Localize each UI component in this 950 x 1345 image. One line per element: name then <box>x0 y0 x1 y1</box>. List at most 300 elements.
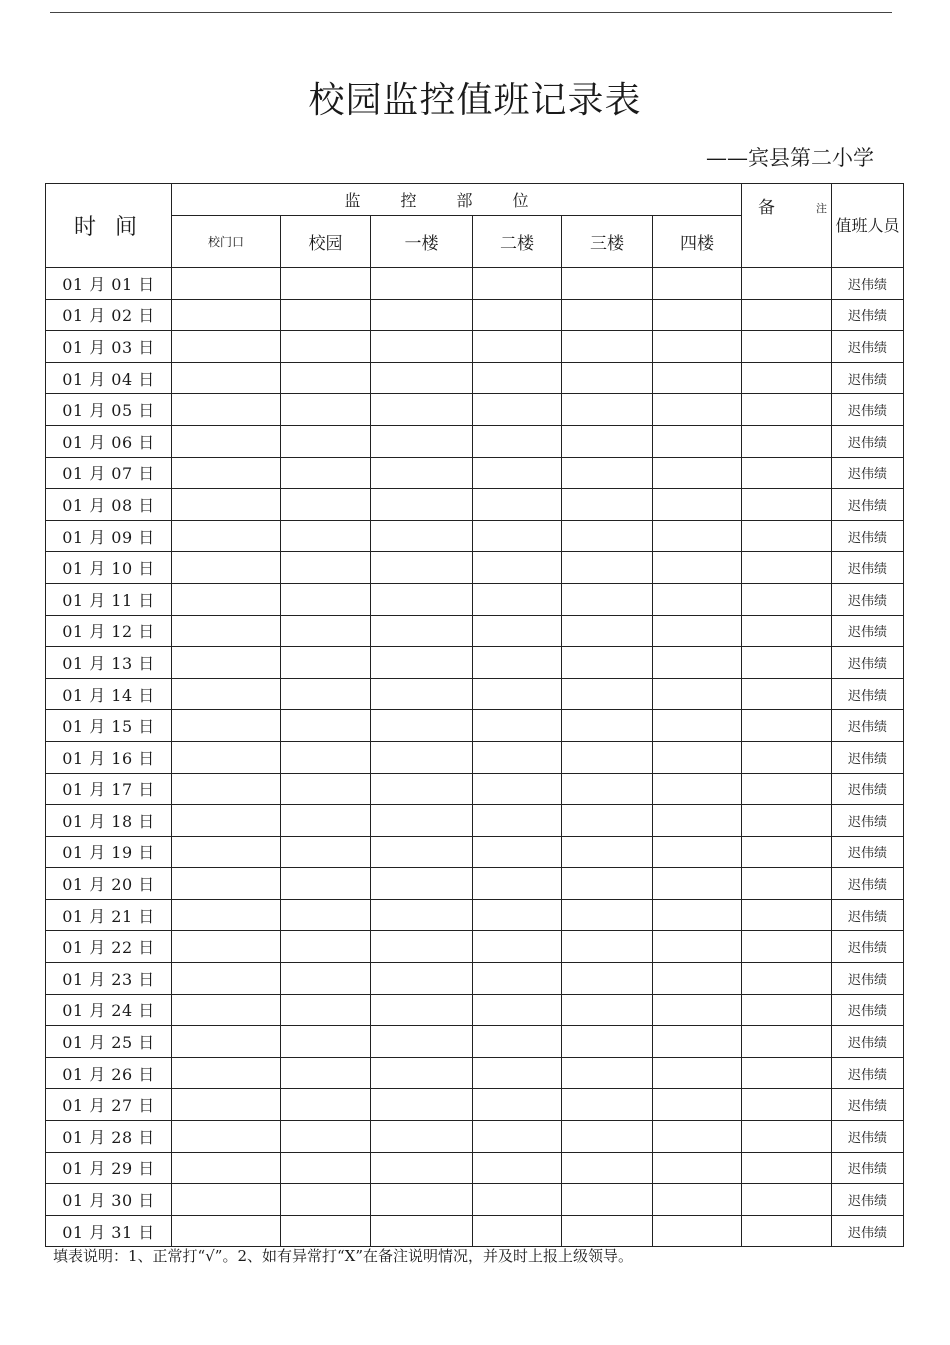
floor-1-cell[interactable] <box>371 868 473 900</box>
floor-1-cell[interactable] <box>371 1184 473 1216</box>
table-row <box>46 615 904 647</box>
duty-record-table <box>45 183 904 1247</box>
remark-cell[interactable] <box>742 394 832 426</box>
date-cell: 01 月 15 日 <box>46 710 172 742</box>
table-row <box>46 931 904 963</box>
floor-3-cell[interactable] <box>562 457 653 489</box>
table-row <box>46 520 904 552</box>
date-cell: 01 月 02 日 <box>46 299 172 331</box>
gate-cell[interactable] <box>172 773 281 805</box>
floor-1-cell[interactable] <box>371 773 473 805</box>
floor-2-cell[interactable] <box>473 1089 562 1121</box>
remark-cell[interactable] <box>742 1215 832 1247</box>
staff-cell: 迟伟绩 <box>832 868 904 900</box>
floor-2-cell[interactable] <box>473 647 562 679</box>
floor-3-cell[interactable] <box>562 1089 653 1121</box>
floor-2-cell[interactable] <box>473 615 562 647</box>
campus-cell[interactable] <box>281 362 371 394</box>
floor-3-cell[interactable] <box>562 1121 653 1153</box>
floor-4-cell[interactable] <box>653 741 742 773</box>
floor-2-cell[interactable] <box>473 963 562 995</box>
remark-cell[interactable] <box>742 268 832 300</box>
floor-3-cell[interactable] <box>562 583 653 615</box>
floor-4-cell[interactable] <box>653 710 742 742</box>
floor-3-cell[interactable] <box>562 1026 653 1058</box>
campus-cell[interactable] <box>281 741 371 773</box>
campus-cell[interactable] <box>281 1026 371 1058</box>
floor-1-cell[interactable] <box>371 457 473 489</box>
campus-cell[interactable] <box>281 710 371 742</box>
gate-cell[interactable] <box>172 741 281 773</box>
remark-cell[interactable] <box>742 741 832 773</box>
table-row <box>46 678 904 710</box>
floor-2-cell[interactable] <box>473 1057 562 1089</box>
staff-cell: 迟伟绩 <box>832 710 904 742</box>
floor-2-cell[interactable] <box>473 362 562 394</box>
date-cell: 01 月 10 日 <box>46 552 172 584</box>
campus-cell[interactable] <box>281 520 371 552</box>
remark-cell[interactable] <box>742 615 832 647</box>
floor-3-cell[interactable] <box>562 362 653 394</box>
floor-3-cell[interactable] <box>562 489 653 521</box>
gate-cell[interactable] <box>172 678 281 710</box>
date-cell: 01 月 22 日 <box>46 931 172 963</box>
floor-3-cell[interactable] <box>562 647 653 679</box>
floor-4-cell[interactable] <box>653 425 742 457</box>
staff-cell: 迟伟绩 <box>832 647 904 679</box>
table-row <box>46 362 904 394</box>
floor-1-cell[interactable] <box>371 710 473 742</box>
floor-4-cell[interactable] <box>653 489 742 521</box>
gate-cell[interactable] <box>172 583 281 615</box>
floor-4-cell[interactable] <box>653 362 742 394</box>
remark-cell[interactable] <box>742 805 832 837</box>
remark-cell[interactable] <box>742 362 832 394</box>
gate-cell[interactable] <box>172 1057 281 1089</box>
floor-4-cell[interactable] <box>653 1026 742 1058</box>
floor-3-cell[interactable] <box>562 1215 653 1247</box>
column-header-gate: 校门口 <box>172 216 281 268</box>
floor-3-cell[interactable] <box>562 931 653 963</box>
floor-4-cell[interactable] <box>653 931 742 963</box>
gate-cell[interactable] <box>172 552 281 584</box>
gate-cell[interactable] <box>172 615 281 647</box>
fill-instructions: 填表说明：1、正常打“√”。2、如有异常打“X”在备注说明情况，并及时上报上级领导。 <box>53 1247 634 1265</box>
floor-1-cell[interactable] <box>371 331 473 363</box>
floor-1-cell[interactable] <box>371 552 473 584</box>
remark-cell[interactable] <box>742 1152 832 1184</box>
campus-cell[interactable] <box>281 489 371 521</box>
staff-cell: 迟伟绩 <box>832 520 904 552</box>
table-row <box>46 868 904 900</box>
gate-cell[interactable] <box>172 299 281 331</box>
floor-4-cell[interactable] <box>653 552 742 584</box>
table-row <box>46 299 904 331</box>
floor-1-cell[interactable] <box>371 805 473 837</box>
floor-1-cell[interactable] <box>371 489 473 521</box>
date-cell: 01 月 25 日 <box>46 1026 172 1058</box>
floor-2-cell[interactable] <box>473 1215 562 1247</box>
remark-cell[interactable] <box>742 994 832 1026</box>
floor-4-cell[interactable] <box>653 394 742 426</box>
staff-cell: 迟伟绩 <box>832 552 904 584</box>
floor-1-cell[interactable] <box>371 678 473 710</box>
floor-1-cell[interactable] <box>371 520 473 552</box>
remark-cell[interactable] <box>742 489 832 521</box>
date-cell: 01 月 11 日 <box>46 583 172 615</box>
floor-3-cell[interactable] <box>562 425 653 457</box>
floor-1-cell[interactable] <box>371 268 473 300</box>
staff-cell: 迟伟绩 <box>832 963 904 995</box>
floor-3-cell[interactable] <box>562 805 653 837</box>
floor-1-cell[interactable] <box>371 425 473 457</box>
floor-2-cell[interactable] <box>473 1121 562 1153</box>
floor-4-cell[interactable] <box>653 1184 742 1216</box>
gate-cell[interactable] <box>172 425 281 457</box>
staff-cell: 迟伟绩 <box>832 836 904 868</box>
floor-1-cell[interactable] <box>371 615 473 647</box>
floor-2-cell[interactable] <box>473 268 562 300</box>
staff-cell: 迟伟绩 <box>832 1026 904 1058</box>
monitor-location-header: 监控部位 <box>172 184 742 216</box>
campus-cell[interactable] <box>281 615 371 647</box>
gate-cell[interactable] <box>172 899 281 931</box>
campus-cell[interactable] <box>281 805 371 837</box>
table-row <box>46 1121 904 1153</box>
floor-2-cell[interactable] <box>473 520 562 552</box>
floor-3-cell[interactable] <box>562 331 653 363</box>
table-row <box>46 994 904 1026</box>
remark-cell[interactable] <box>742 520 832 552</box>
floor-2-cell[interactable] <box>473 331 562 363</box>
floor-4-cell[interactable] <box>653 615 742 647</box>
table-row <box>46 963 904 995</box>
date-cell: 01 月 12 日 <box>46 615 172 647</box>
floor-1-cell[interactable] <box>371 899 473 931</box>
remark-header-char-2: 注 <box>816 202 828 215</box>
floor-3-cell[interactable] <box>562 963 653 995</box>
floor-1-cell[interactable] <box>371 647 473 679</box>
floor-3-cell[interactable] <box>562 520 653 552</box>
floor-4-cell[interactable] <box>653 520 742 552</box>
table-row <box>46 425 904 457</box>
floor-2-cell[interactable] <box>473 1184 562 1216</box>
floor-4-cell[interactable] <box>653 773 742 805</box>
remark-cell[interactable] <box>742 931 832 963</box>
remark-cell[interactable] <box>742 773 832 805</box>
remark-cell[interactable] <box>742 299 832 331</box>
floor-1-cell[interactable] <box>371 1089 473 1121</box>
page-title: 校园监控值班记录表 <box>308 80 642 121</box>
staff-cell: 迟伟绩 <box>832 1089 904 1121</box>
table-row <box>46 331 904 363</box>
date-cell: 01 月 05 日 <box>46 394 172 426</box>
floor-2-cell[interactable] <box>473 773 562 805</box>
floor-1-cell[interactable] <box>371 362 473 394</box>
floor-2-cell[interactable] <box>473 710 562 742</box>
table-row <box>46 741 904 773</box>
date-cell: 01 月 23 日 <box>46 963 172 995</box>
floor-2-cell[interactable] <box>473 1152 562 1184</box>
table-row <box>46 773 904 805</box>
floor-2-cell[interactable] <box>473 836 562 868</box>
campus-cell[interactable] <box>281 1184 371 1216</box>
campus-cell[interactable] <box>281 1215 371 1247</box>
gate-cell[interactable] <box>172 1184 281 1216</box>
column-header-floor-2: 二楼 <box>473 216 562 268</box>
floor-3-cell[interactable] <box>562 710 653 742</box>
campus-cell[interactable] <box>281 583 371 615</box>
floor-4-cell[interactable] <box>653 1057 742 1089</box>
date-cell: 01 月 06 日 <box>46 425 172 457</box>
date-cell: 01 月 20 日 <box>46 868 172 900</box>
remark-cell[interactable] <box>742 710 832 742</box>
gate-cell[interactable] <box>172 1121 281 1153</box>
remark-cell[interactable] <box>742 1026 832 1058</box>
campus-cell[interactable] <box>281 331 371 363</box>
floor-4-cell[interactable] <box>653 647 742 679</box>
floor-4-cell[interactable] <box>653 1089 742 1121</box>
campus-cell[interactable] <box>281 836 371 868</box>
floor-4-cell[interactable] <box>653 899 742 931</box>
floor-3-cell[interactable] <box>562 1184 653 1216</box>
staff-cell: 迟伟绩 <box>832 457 904 489</box>
floor-1-cell[interactable] <box>371 963 473 995</box>
table-row <box>46 1215 904 1247</box>
staff-cell: 迟伟绩 <box>832 931 904 963</box>
staff-cell: 迟伟绩 <box>832 394 904 426</box>
staff-cell: 迟伟绩 <box>832 773 904 805</box>
floor-1-cell[interactable] <box>371 1215 473 1247</box>
table-row <box>46 1057 904 1089</box>
gate-cell[interactable] <box>172 489 281 521</box>
table-row <box>46 710 904 742</box>
remark-cell[interactable] <box>742 1057 832 1089</box>
staff-cell: 迟伟绩 <box>832 615 904 647</box>
floor-4-cell[interactable] <box>653 1215 742 1247</box>
floor-3-cell[interactable] <box>562 678 653 710</box>
date-cell: 01 月 27 日 <box>46 1089 172 1121</box>
floor-4-cell[interactable] <box>653 678 742 710</box>
floor-4-cell[interactable] <box>653 299 742 331</box>
floor-1-cell[interactable] <box>371 1152 473 1184</box>
table-row <box>46 583 904 615</box>
campus-cell[interactable] <box>281 678 371 710</box>
campus-cell[interactable] <box>281 963 371 995</box>
remark-cell[interactable] <box>742 425 832 457</box>
gate-cell[interactable] <box>172 268 281 300</box>
gate-cell[interactable] <box>172 931 281 963</box>
campus-cell[interactable] <box>281 868 371 900</box>
floor-4-cell[interactable] <box>653 457 742 489</box>
remark-cell[interactable] <box>742 457 832 489</box>
campus-cell[interactable] <box>281 299 371 331</box>
gate-cell[interactable] <box>172 457 281 489</box>
floor-3-cell[interactable] <box>562 299 653 331</box>
floor-2-cell[interactable] <box>473 1026 562 1058</box>
floor-1-cell[interactable] <box>371 394 473 426</box>
table-row <box>46 457 904 489</box>
floor-1-cell[interactable] <box>371 994 473 1026</box>
date-cell: 01 月 26 日 <box>46 1057 172 1089</box>
campus-cell[interactable] <box>281 1057 371 1089</box>
remark-cell[interactable] <box>742 678 832 710</box>
campus-cell[interactable] <box>281 899 371 931</box>
column-header-floor-1: 一楼 <box>371 216 473 268</box>
campus-cell[interactable] <box>281 1121 371 1153</box>
floor-4-cell[interactable] <box>653 963 742 995</box>
remark-cell[interactable] <box>742 868 832 900</box>
staff-cell: 迟伟绩 <box>832 678 904 710</box>
floor-3-cell[interactable] <box>562 1152 653 1184</box>
campus-cell[interactable] <box>281 552 371 584</box>
table-row <box>46 1026 904 1058</box>
remark-cell[interactable] <box>742 1184 832 1216</box>
date-cell: 01 月 13 日 <box>46 647 172 679</box>
campus-cell[interactable] <box>281 1089 371 1121</box>
floor-2-cell[interactable] <box>473 994 562 1026</box>
floor-3-cell[interactable] <box>562 394 653 426</box>
floor-1-cell[interactable] <box>371 583 473 615</box>
table-row <box>46 805 904 837</box>
campus-cell[interactable] <box>281 457 371 489</box>
floor-3-cell[interactable] <box>562 741 653 773</box>
gate-cell[interactable] <box>172 647 281 679</box>
floor-2-cell[interactable] <box>473 931 562 963</box>
floor-2-cell[interactable] <box>473 805 562 837</box>
floor-1-cell[interactable] <box>371 1026 473 1058</box>
gate-cell[interactable] <box>172 362 281 394</box>
floor-2-cell[interactable] <box>473 899 562 931</box>
staff-cell: 迟伟绩 <box>832 805 904 837</box>
staff-cell: 迟伟绩 <box>832 1121 904 1153</box>
campus-cell[interactable] <box>281 773 371 805</box>
remark-cell[interactable] <box>742 836 832 868</box>
gate-cell[interactable] <box>172 963 281 995</box>
remark-cell[interactable] <box>742 1089 832 1121</box>
floor-2-cell[interactable] <box>473 425 562 457</box>
floor-3-cell[interactable] <box>562 899 653 931</box>
floor-3-cell[interactable] <box>562 994 653 1026</box>
floor-2-cell[interactable] <box>473 394 562 426</box>
gate-cell[interactable] <box>172 710 281 742</box>
date-cell: 01 月 19 日 <box>46 836 172 868</box>
remark-cell[interactable] <box>742 552 832 584</box>
table-row <box>46 1152 904 1184</box>
floor-1-cell[interactable] <box>371 1121 473 1153</box>
gate-cell[interactable] <box>172 836 281 868</box>
gate-cell[interactable] <box>172 1215 281 1247</box>
floor-4-cell[interactable] <box>653 1121 742 1153</box>
floor-3-cell[interactable] <box>562 1057 653 1089</box>
floor-1-cell[interactable] <box>371 299 473 331</box>
floor-1-cell[interactable] <box>371 836 473 868</box>
floor-4-cell[interactable] <box>653 331 742 363</box>
floor-4-cell[interactable] <box>653 1152 742 1184</box>
column-header-floor-4: 四楼 <box>653 216 742 268</box>
floor-2-cell[interactable] <box>473 457 562 489</box>
remark-cell[interactable] <box>742 331 832 363</box>
floor-4-cell[interactable] <box>653 994 742 1026</box>
campus-cell[interactable] <box>281 931 371 963</box>
table-row <box>46 899 904 931</box>
date-cell: 01 月 21 日 <box>46 899 172 931</box>
floor-2-cell[interactable] <box>473 489 562 521</box>
staff-cell: 迟伟绩 <box>832 299 904 331</box>
gate-cell[interactable] <box>172 1089 281 1121</box>
floor-3-cell[interactable] <box>562 868 653 900</box>
campus-cell[interactable] <box>281 994 371 1026</box>
remark-cell[interactable] <box>742 583 832 615</box>
floor-3-cell[interactable] <box>562 268 653 300</box>
gate-cell[interactable] <box>172 1152 281 1184</box>
remark-cell[interactable] <box>742 899 832 931</box>
gate-cell[interactable] <box>172 331 281 363</box>
floor-1-cell[interactable] <box>371 931 473 963</box>
floor-4-cell[interactable] <box>653 805 742 837</box>
header-row-1 <box>46 184 904 216</box>
gate-cell[interactable] <box>172 868 281 900</box>
campus-cell[interactable] <box>281 268 371 300</box>
campus-cell[interactable] <box>281 1152 371 1184</box>
table-row <box>46 1089 904 1121</box>
remark-cell[interactable] <box>742 647 832 679</box>
campus-cell[interactable] <box>281 647 371 679</box>
floor-1-cell[interactable] <box>371 1057 473 1089</box>
date-cell: 01 月 14 日 <box>46 678 172 710</box>
table-row <box>46 552 904 584</box>
floor-4-cell[interactable] <box>653 868 742 900</box>
floor-3-cell[interactable] <box>562 615 653 647</box>
time-header: 时 间 <box>46 184 172 268</box>
floor-2-cell[interactable] <box>473 868 562 900</box>
campus-cell[interactable] <box>281 425 371 457</box>
date-cell: 01 月 30 日 <box>46 1184 172 1216</box>
date-cell: 01 月 17 日 <box>46 773 172 805</box>
floor-2-cell[interactable] <box>473 741 562 773</box>
date-cell: 01 月 04 日 <box>46 362 172 394</box>
floor-4-cell[interactable] <box>653 583 742 615</box>
remark-header <box>742 184 832 268</box>
floor-2-cell[interactable] <box>473 552 562 584</box>
floor-3-cell[interactable] <box>562 836 653 868</box>
table-row <box>46 836 904 868</box>
remark-header-char-1: 备 <box>758 198 776 218</box>
floor-2-cell[interactable] <box>473 299 562 331</box>
date-cell: 01 月 08 日 <box>46 489 172 521</box>
floor-1-cell[interactable] <box>371 741 473 773</box>
gate-cell[interactable] <box>172 994 281 1026</box>
remark-cell[interactable] <box>742 963 832 995</box>
staff-cell: 迟伟绩 <box>832 899 904 931</box>
campus-cell[interactable] <box>281 394 371 426</box>
table-row <box>46 489 904 521</box>
floor-3-cell[interactable] <box>562 552 653 584</box>
floor-4-cell[interactable] <box>653 268 742 300</box>
date-cell: 01 月 07 日 <box>46 457 172 489</box>
gate-cell[interactable] <box>172 394 281 426</box>
gate-cell[interactable] <box>172 520 281 552</box>
floor-2-cell[interactable] <box>473 583 562 615</box>
floor-3-cell[interactable] <box>562 773 653 805</box>
gate-cell[interactable] <box>172 1026 281 1058</box>
staff-cell: 迟伟绩 <box>832 362 904 394</box>
floor-4-cell[interactable] <box>653 836 742 868</box>
remark-cell[interactable] <box>742 1121 832 1153</box>
floor-2-cell[interactable] <box>473 678 562 710</box>
date-cell: 01 月 01 日 <box>46 268 172 300</box>
gate-cell[interactable] <box>172 805 281 837</box>
